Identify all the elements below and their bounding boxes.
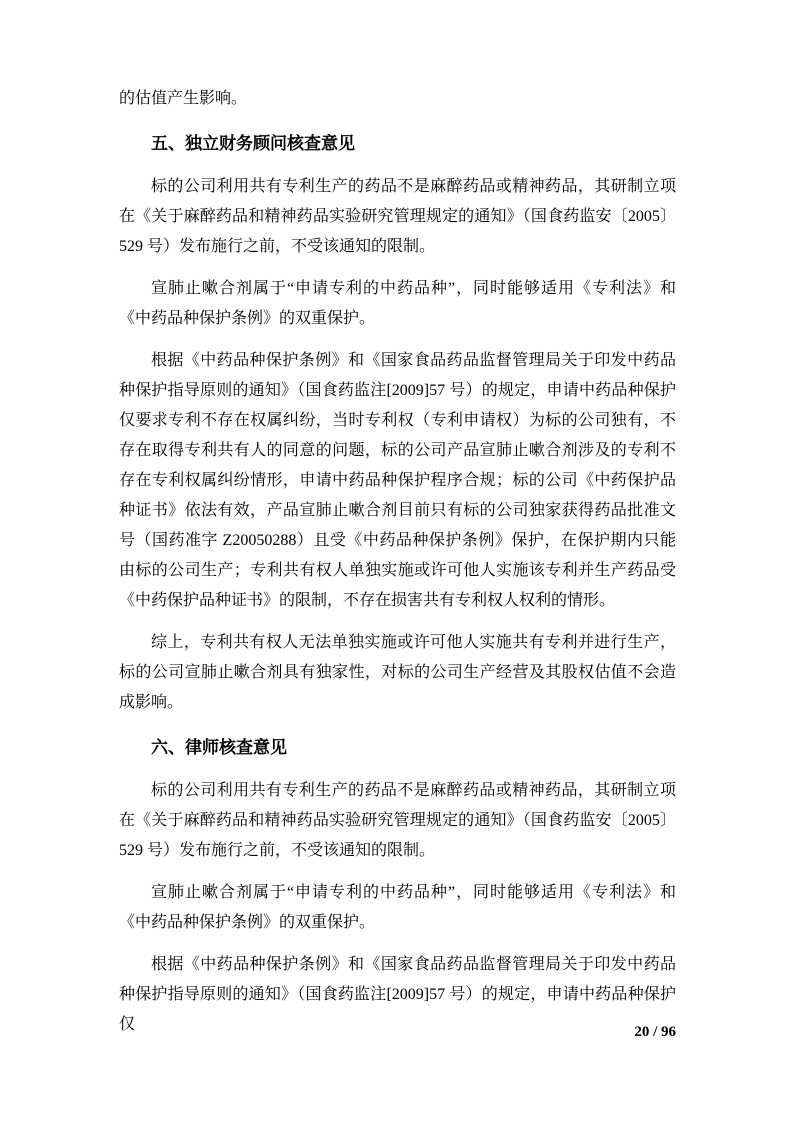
section-5-paragraph-3: 根据《中药品种保护条例》和《国家食品药品监督管理局关于印发中药品种保护指导原则的通知》（国食药监注[2009]57 号）的规定，申请中药品种保护仅要求专利不存在权属纠纷，当时专利权（专利申请权）为标的公司独有，不存在取得专利共有人的同意的问题，标的公司产品宣肺止嗽合剂涉及的专利不存在专利权属纠纷情形，申请中药品种保护程序合规；标的公司《中药保护品种证书》依法有效，产品宣肺止嗽合剂目前只有标的公司独家获得药品批准文号（国药准字 Z20050288）且受《中药品种保护条例》保护，在保护期内只能由标的公司生产；专利共有权人单独实施或许可他人实施该专利并生产药品受《中药保护品种证书》的限制，不存在损害共有专利权人权利的情形。 bbox=[119, 352, 676, 609]
section-5-paragraph-1: 标的公司利用共有专利生产的药品不是麻醉药品或精神药品，其研制立项在《关于麻醉药品和精神药品实验研究管理规定的通知》（国食药监安〔2005〕529 号）发布施行之前，不受该通知的限制。 bbox=[119, 178, 676, 255]
section-6-heading: 六、律师核查意见 bbox=[151, 738, 287, 757]
section-6-paragraph-2: 宣肺止嗽合剂属于“申请专利的中药品种”，同时能够适用《专利法》和《中药品种保护条例》的双重保护。 bbox=[119, 884, 676, 931]
paragraph-continuation: 的估值产生影响。 bbox=[119, 90, 248, 107]
page-number: 20 / 96 bbox=[634, 1024, 676, 1040]
section-6-paragraph-1: 标的公司利用共有专利生产的药品不是麻醉药品或精神药品，其研制立项在《关于麻醉药品和精神药品实验研究管理规定的通知》（国食药监安〔2005〕529 号）发布施行之前，不受该通知的限制。 bbox=[119, 782, 676, 859]
section-5-paragraph-4: 综上，专利共有权人无法单独实施或许可他人实施共有专利并进行生产，标的公司宣肺止嗽合剂具有独家性，对标的公司生产经营及其股权估值不会造成影响。 bbox=[119, 634, 676, 711]
section-5-heading: 五、独立财务顾问核查意见 bbox=[151, 134, 355, 153]
section-5-paragraph-2: 宣肺止嗽合剂属于“申请专利的中药品种”，同时能够适用《专利法》和《中药品种保护条例》的双重保护。 bbox=[119, 280, 676, 327]
section-6-paragraph-3: 根据《中药品种保护条例》和《国家食品药品监督管理局关于印发中药品种保护指导原则的通知》（国食药监注[2009]57 号）的规定，申请中药品种保护仅 bbox=[119, 956, 676, 1033]
